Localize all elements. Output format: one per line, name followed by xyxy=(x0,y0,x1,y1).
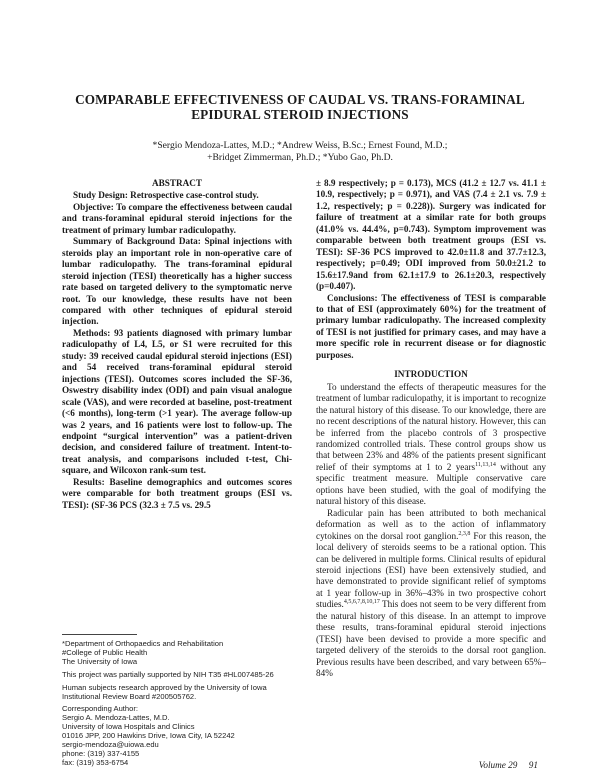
footnote-email: sergio-mendoza@uiowa.edu xyxy=(62,740,159,750)
introduction-heading: INTRODUCTION xyxy=(394,369,468,380)
intro-p2-text-a: Radicular pain has been attributed to both mechanical deformation as well as to the action of inflammatory cytokines on the dorsal root ganglion. xyxy=(316,507,546,541)
footnote-irb: Human subjects research approved by the University of Iowa Institutional Review Board #200505762. xyxy=(62,682,267,701)
footnote-fax: fax: (319) 353-6754 xyxy=(62,757,129,767)
authors-line-2: +Bridget Zimmerman, Ph.D.; *Yubo Gao, Ph.D. xyxy=(207,152,393,163)
right-column xyxy=(316,178,546,679)
intro-p2-text-b: For this reason, the local delivery of steroids seems to be a rational option. This can be delivered in multiple forms. Clinical results of epidural steroid injections (ESI) have been extensively studied, and have demonstrated to provide significant relief of symptoms at 1 year follow-up in 36%–43% in two prospective cohort studies. xyxy=(316,530,546,610)
footnote-corresponding-name: Sergio A. Mendoza-Lattes, M.D. xyxy=(62,713,170,723)
abstract-results-continued: ± 8.9 respectively; p = 0.173), MCS (41.2 ± 12.7 vs. 41.1 ± 10.9, respectively; p = 0.971), and VAS (7.4 ± 2.1 vs. 7.9 ± 1.2, respectively; p = 0.228)). Surgery was indicated for failure of treatment at a similar rate for both groups (41.0% vs. 44.4%, p=0.743). Symptom improvement was comparable between both treatment groups (ESI vs. TESI): SF-36 PCS improved to 42.0±11.8 and 37.7±12.3, respectively; p=0.49; ODI improved from 50.0±21.2 to 15.6±17.9and from 62.1±17.9 to 26.1±20.3, respectively (p=0.407). xyxy=(316,178,546,292)
footnote-phone: phone: (319) 337-4155 xyxy=(62,748,140,758)
article-title: COMPARABLE EFFECTIVENESS OF CAUDAL VS. TRANS-FORAMINAL EPIDURAL STEROID INJECTIONS xyxy=(75,92,525,122)
footnotes xyxy=(62,640,292,768)
abstract-heading: ABSTRACT xyxy=(151,178,203,188)
footnote-address: 01016 JPP, 200 Hawkins Drive, Iowa City, IA 52242 xyxy=(62,731,235,741)
footnote-rule xyxy=(62,634,137,635)
introduction-paragraph-1 xyxy=(316,382,546,508)
intro-p1-citation: 11,13,14 xyxy=(475,461,496,468)
intro-p2-citation-2: 4,5,6,7,8,10,17 xyxy=(343,599,380,606)
footnote-hospital: University of Iowa Hospitals and Clinics xyxy=(62,722,195,732)
footnote-funding: This project was partially supported by NIH T35 #HL007485-26 xyxy=(62,669,274,679)
footnote-university: The University of Iowa xyxy=(62,656,138,666)
abstract-objective: Objective: To compare the effectiveness between caudal and trans-foraminal epidural steroid injections for the treatment of primary lumbar radiculopathy. xyxy=(62,201,292,235)
author-list xyxy=(60,140,540,164)
abstract-conclusions: Conclusions: The effectiveness of TESI is comparable to that of ESI (approximately 60%) for the treatment of primary lumbar radiculopathy. The increased complexity of TESI is not justified for primary cases, and may have a more specific role in recurrent disease or for diagnostic purposes. xyxy=(316,292,546,360)
intro-p2-text-c: This does not seem to be very different from the natural history of this disease. In an attempt to improve these results, trans-foraminal epidural steroid injections (TESI) have been devised to provide a more specific and targeted delivery of the steroids to the dorsal root ganglion. Previous results have been described, and vary between 65%–84% xyxy=(316,599,546,679)
abstract-results-start: Results: Baseline demographics and outcomes scores were comparable for both treatment groups (ESI vs. TESI): (SF-36 PCS (32.3 ± 7.5 vs. 29.5 xyxy=(62,476,292,510)
introduction-paragraph-2 xyxy=(316,508,546,680)
page-folio: Volume 29 91 xyxy=(478,760,538,770)
authors-line-1: *Sergio Mendoza-Lattes, M.D.; *Andrew Weiss, B.Sc.; Ernest Found, M.D.; xyxy=(152,140,448,151)
footnote-dept: *Department of Orthopaedics and Rehabilitation xyxy=(62,639,224,648)
abstract-methods: Methods: 93 patients diagnosed with primary lumbar radiculopathy of L4, L5, or S1 were recruited for this study: 39 received caudal epidural steroid injections (ESI) and 54 received trans-foraminal epidural steroid injections (TESI). Outcomes scores included the SF-36, Oswestry disability index (ODI) and pain visual analogue scale (VAS), and were recorded at baseline, post-treatment (<6 months), long-term (>1 year). The average follow-up was 2 years, and 16 patients were lost to follow-up. The endpoint “surgical intervention” was a patient-driven decision, and considered failure of treatment. Intent-to-treat analysis, and comparisons included t-test, Chi-square, and Wilcoxon rank-sum test. xyxy=(62,327,292,476)
intro-p2-citation-1: 2,3,8 xyxy=(458,530,471,537)
footnote-corresponding-label: Corresponding Author: xyxy=(62,704,138,714)
abstract-study-design: Study Design: Retrospective case-control study. xyxy=(73,190,259,201)
left-column xyxy=(62,178,292,511)
intro-p1-text-a: To understand the effects of therapeutic measures for the treatment of lumbar radiculopathy, it is important to recognize the natural history of this disease. To our knowledge, there are no recent descriptions of the natural history. However, this can be inferred from the placebo controls of 3 prospective randomized controlled trials. These control groups show us that between 23% and 48% of the patients present significant relief of their symptoms at 1 to 2 years xyxy=(316,381,546,472)
abstract-background: Summary of Background Data: Spinal injections with steroids play an important role in non-operative care of lumbar radiculopathy. The trans-foraminal epidural steroid injection (TESI) theoretically has a higher success rate based on targeted delivery to the symptomatic nerve root. To our knowledge, these results have not been compared with other techniques of epidural steroid injection. xyxy=(62,236,292,327)
footnote-college: #College of Public Health xyxy=(62,647,148,657)
intro-p1-text-b: without any specific treatment measure. Multiple conservative care options have been studied, with the goal of modifying the natural history of this disease. xyxy=(316,461,547,507)
